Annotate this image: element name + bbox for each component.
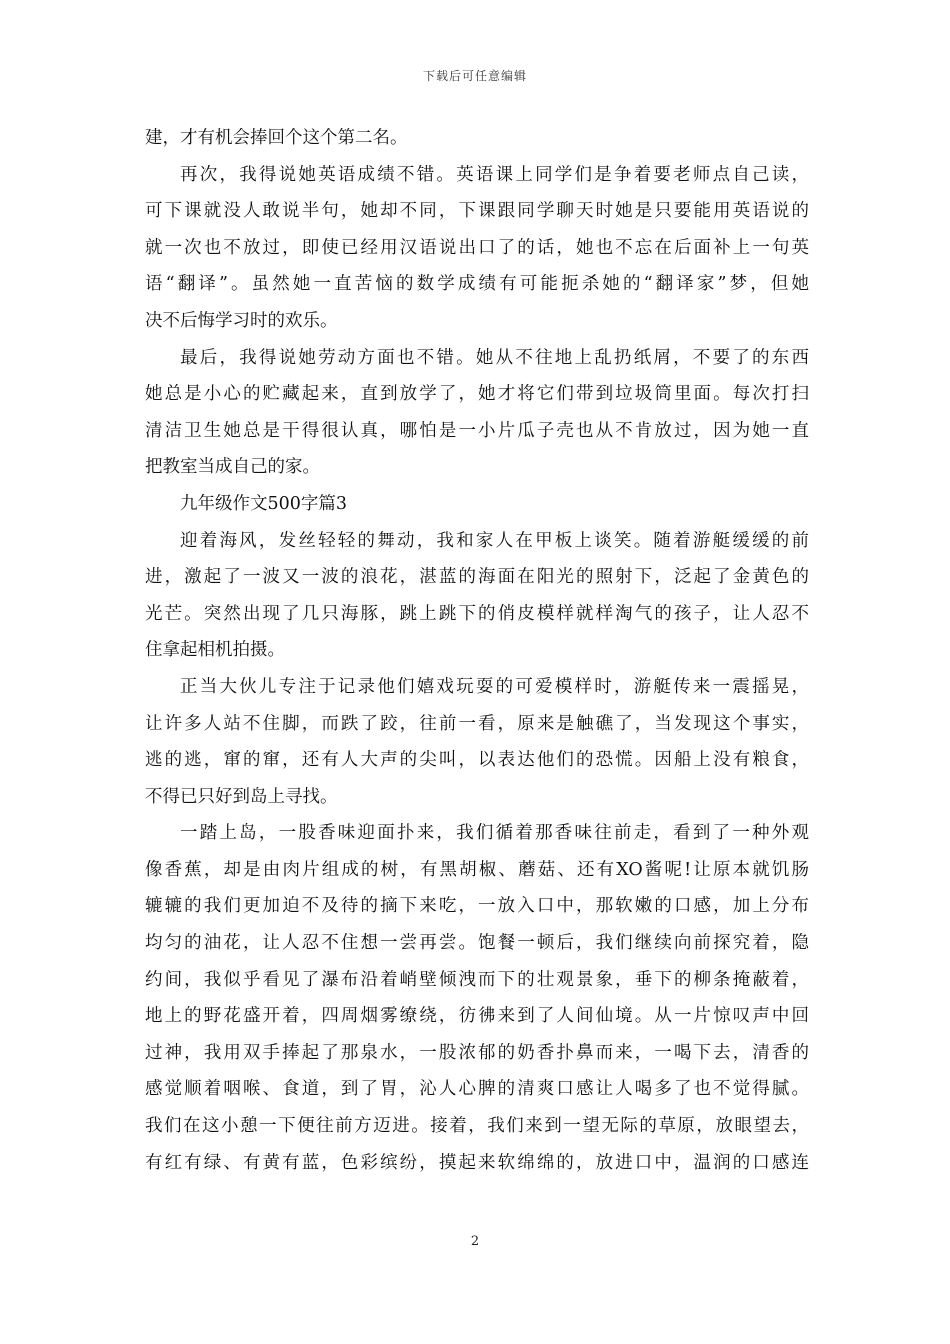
text-line: 光芒。突然出现了几只海豚，跳上跳下的俏皮模样就样淘气的孩子，让人忍不 <box>145 603 809 624</box>
header-note: 下载后可任意编辑 <box>422 69 527 83</box>
text-line: 住拿起相机拍摄。 <box>145 640 285 661</box>
text-line: 就一次也不放过，即使已经用汉语说出口了的话，她也不忘在后面补上一句英 <box>145 237 809 258</box>
text-line: 迎着海风，发丝轻轻的舞动，我和家人在甲板上谈笑。随着游艇缓缓的前 <box>180 530 809 551</box>
text-line: 正当大伙儿专注于记录他们嬉戏玩耍的可爱模样时，游艇传来一震摇晃， <box>180 676 809 697</box>
text-line: 均匀的油花，让人忍不住想一尝再尝。饱餐一顿后，我们继续向前探究着，隐 <box>145 933 809 954</box>
text-line: 不得已只好到岛上寻找。 <box>145 786 338 807</box>
text-line: 我们在这小憩一下便往前方迈进。接着，我们来到一望无际的草原，放眼望去， <box>145 1116 809 1137</box>
text-line: 决不后悔学习时的欢乐。 <box>145 310 338 331</box>
text-line: 辘辘的我们更加迫不及待的摘下来吃，一放入口中，那软嫩的口感，加上分布 <box>145 896 809 917</box>
text-line: 把教室当成自己的家。 <box>145 457 320 478</box>
text-line: 最后，我得说她劳动方面也不错。她从不往地上乱扔纸屑，不要了的东西 <box>180 347 809 368</box>
text-line: 她总是小心的贮藏起来，直到放学了，她才将它们带到垃圾筒里面。每次打扫 <box>145 384 809 405</box>
text-line: 逃的逃，窜的窜，还有人大声的尖叫，以表达他们的恐慌。因船上没有粮食， <box>145 750 809 771</box>
text-line: 感觉顺着咽喉、食道，到了胃，沁人心脾的清爽口感让人喝多了也不觉得腻。 <box>145 1079 809 1100</box>
text-line: 进，激起了一波又一波的浪花，湛蓝的海面在阳光的照射下，泛起了金黄色的 <box>145 567 809 588</box>
text-line: 建，才有机会捧回个这个第二名。 <box>145 128 408 148</box>
text-line: 一踏上岛，一股香味迎面扑来，我们循着那香味往前走，看到了一种外观 <box>180 823 809 844</box>
document-body <box>145 120 809 1181</box>
text-line: 再次，我得说她英语成绩不错。英语课上同学们是争着要老师点自己读， <box>180 164 809 185</box>
text-line: 像香蕉，却是由肉片组成的树，有黑胡椒、蘑菇、还有XO酱呢!让原本就饥肠 <box>145 859 809 880</box>
text-line: 可下课就没人敢说半句，她却不同，下课跟同学聊天时她是只要能用英语说的 <box>145 201 809 222</box>
text-line: 有红有绿、有黄有蓝，色彩缤纷，摸起来软绵绵的，放进口中，温润的口感连 <box>145 1152 809 1173</box>
text-line: 地上的野花盛开着，四周烟雾缭绕，彷彿来到了人间仙境。从一片惊叹声中回 <box>145 1006 809 1027</box>
text-line: 清洁卫生她总是干得很认真，哪怕是一小片瓜子壳也从不肯放过，因为她一直 <box>145 420 809 441</box>
text-line: 约间，我似乎看见了瀑布沿着峭壁倾洩而下的壮观景象，垂下的柳条掩蔽着， <box>145 969 809 990</box>
page-number: 2 <box>470 1234 480 1249</box>
text-line: 语“翻译”。虽然她一直苦恼的数学成绩有可能扼杀她的“翻译家”梦，但她 <box>145 274 809 295</box>
section-heading: 九年级作文500字篇3 <box>180 493 348 514</box>
text-line: 过神，我用双手捧起了那泉水，一股浓郁的奶香扑鼻而来，一喝下去，清香的 <box>145 1042 809 1063</box>
text-line: 让许多人站不住脚，而跌了跤，往前一看，原来是触礁了，当发现这个事实， <box>145 713 809 734</box>
